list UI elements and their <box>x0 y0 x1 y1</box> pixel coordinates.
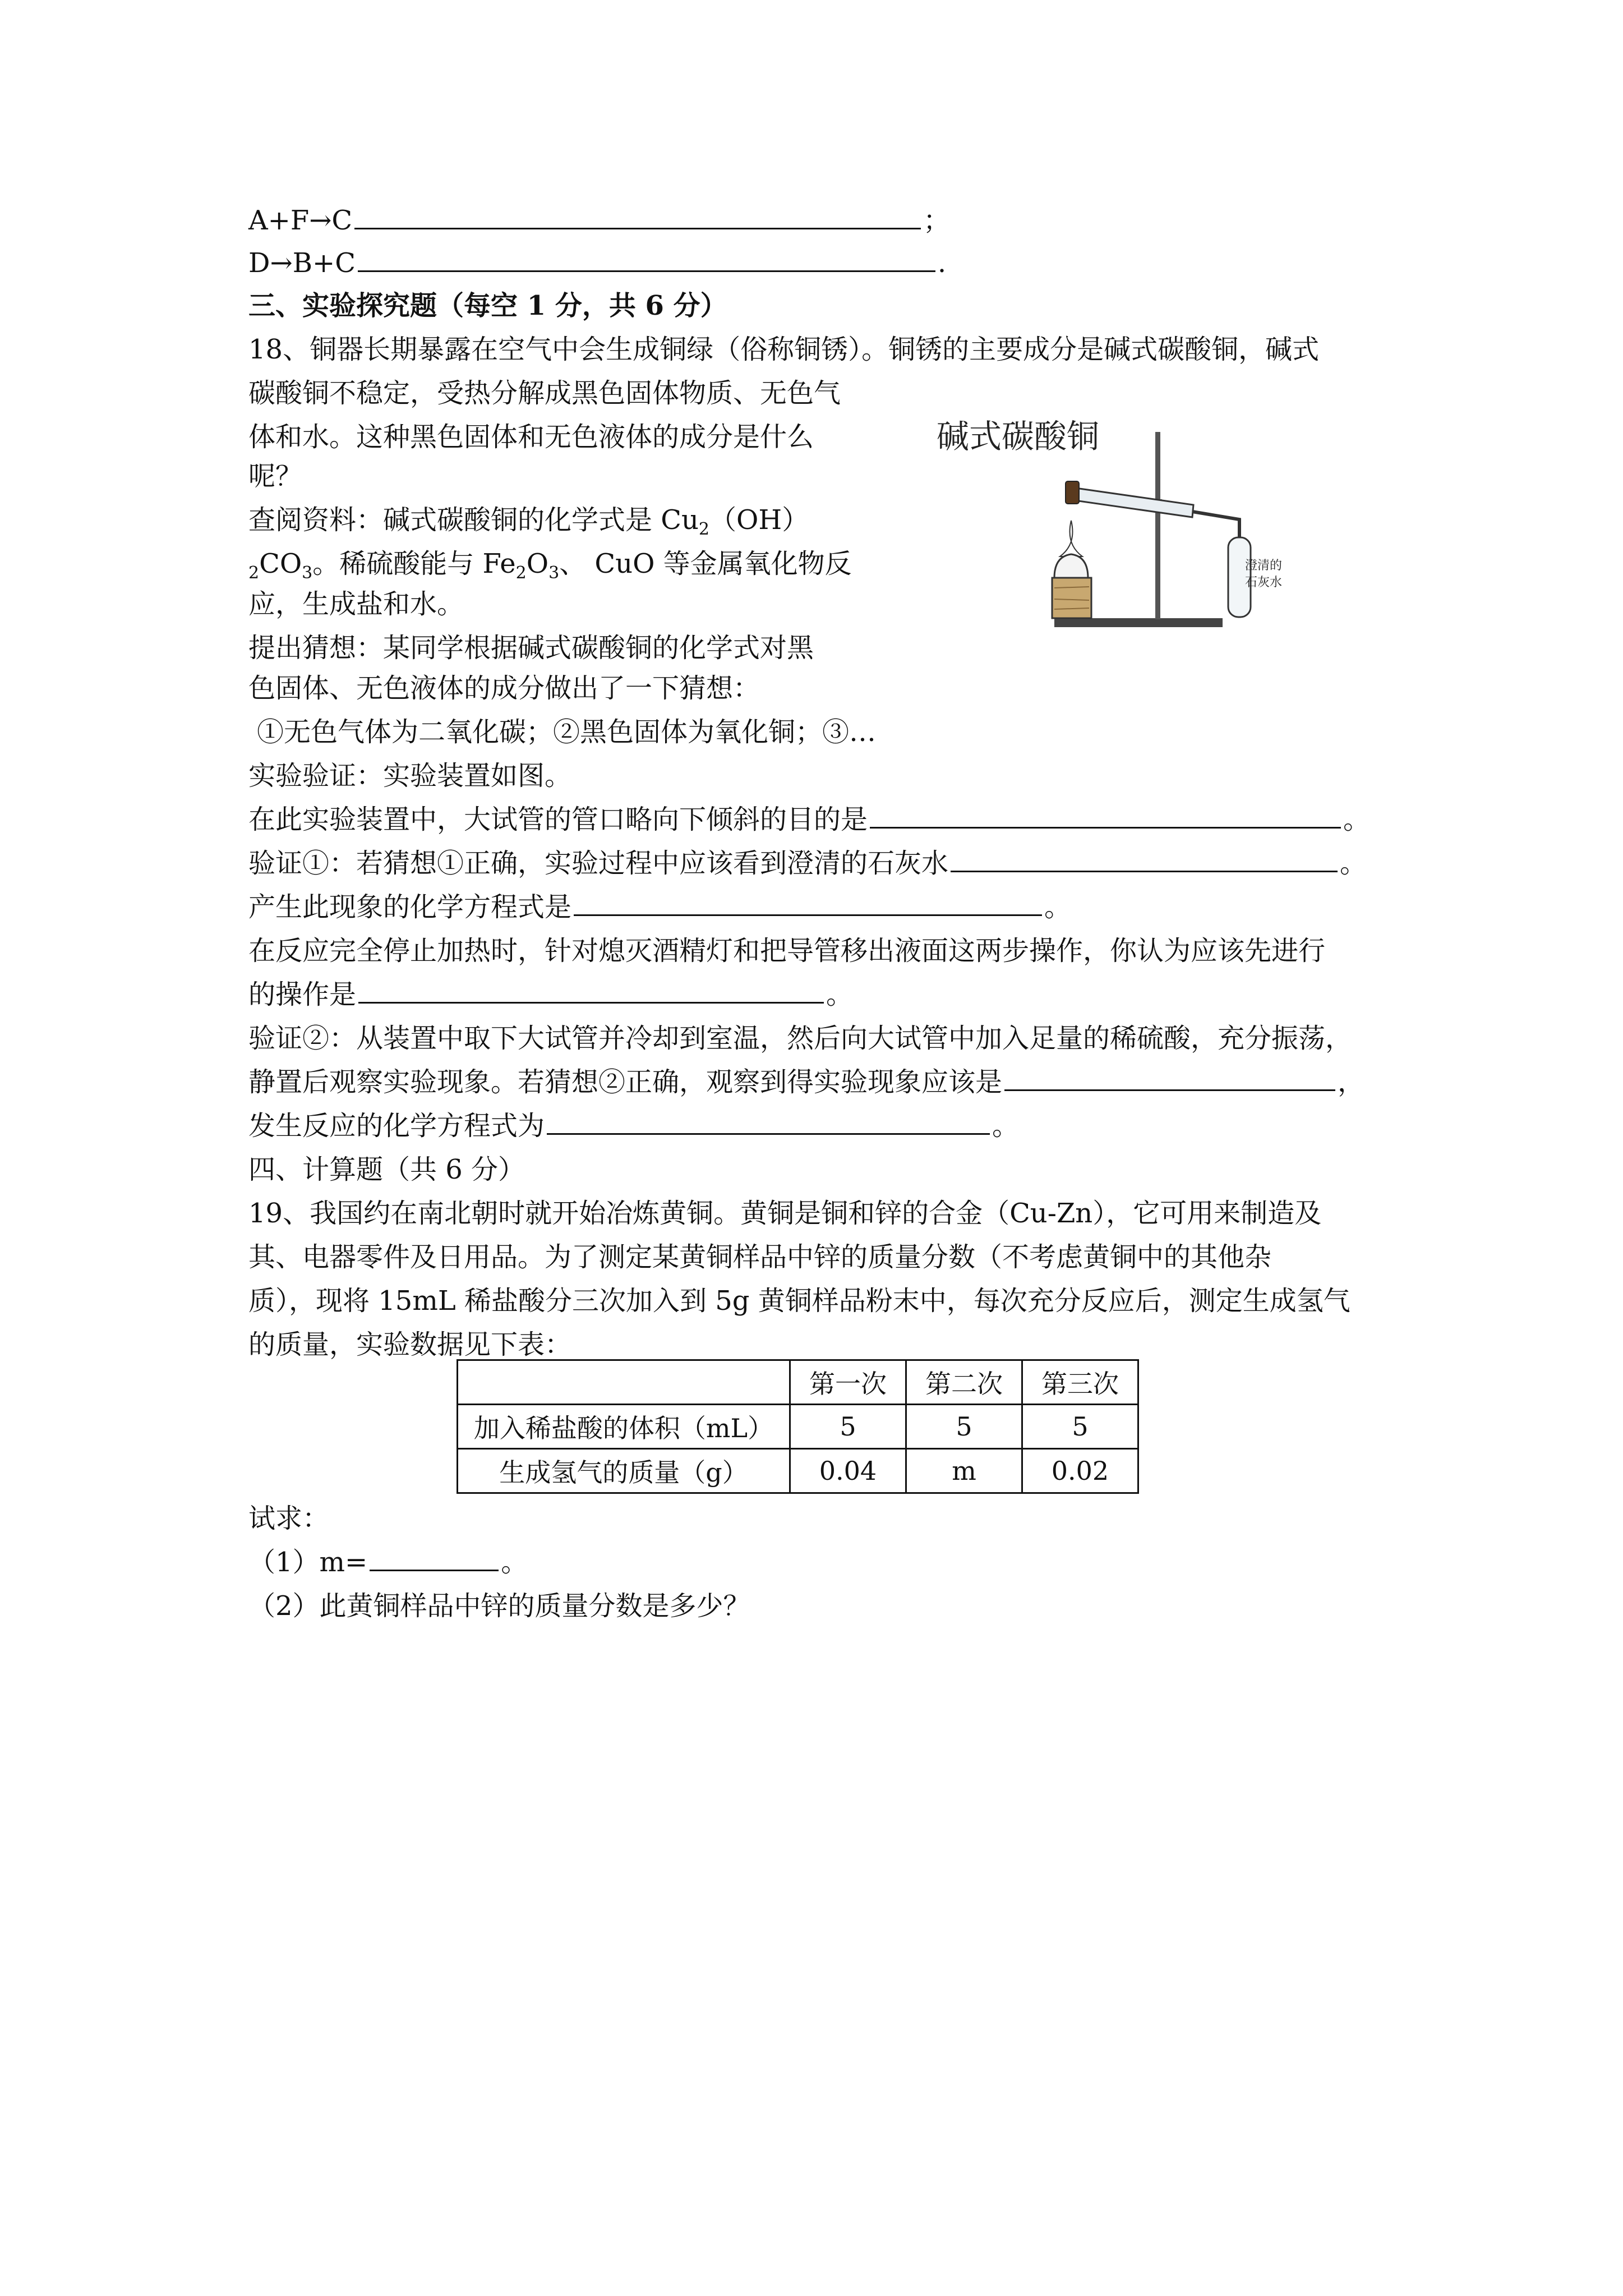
verify-2-equation: 发生反应的化学方程式为 。 <box>248 1108 1019 1143</box>
ask-heading: 试求： <box>248 1503 330 1534</box>
table-cell: 0.02 <box>1022 1449 1138 1493</box>
answer-blank[interactable] <box>370 1545 499 1571</box>
data-table <box>457 1359 1139 1494</box>
section-4-heading: 四、计算题（共 6 分） <box>248 1154 525 1185</box>
table-cell: 生成氢气的质量（g） <box>458 1449 790 1493</box>
answer-blank[interactable] <box>1004 1065 1335 1091</box>
q19-text: 19、我国约在南北朝时就开始冶炼黄铜。黄铜是铜和锌的合金（Cu-Zn），它可用来制造及 <box>248 1198 1322 1229</box>
table-cell: 0.04 <box>790 1449 906 1493</box>
answer-blank[interactable] <box>870 802 1341 829</box>
answer-blank[interactable] <box>358 977 824 1004</box>
test-tube <box>1066 481 1193 517</box>
reference-line-1: 查阅资料：碱式碳酸铜的化学式是 $Cu_2(OH)$ <box>248 504 809 539</box>
figure-title: 碱式碳酸铜 <box>937 417 1100 455</box>
table-cell: 加入稀盐酸的体积（mL） <box>458 1405 790 1449</box>
q18-text: 体和水。这种黑色固体和无色液体的成分是什么 <box>248 421 814 453</box>
table-row <box>458 1405 1138 1449</box>
verify-2-text: 验证②：从装置中取下大试管并冷却到室温，然后向大试管中加入足量的稀硫酸，充分振荡， <box>248 1023 1353 1054</box>
tilt-question: 在此实验装置中，大试管的管口略向下倾斜的目的是 。 <box>248 802 1370 837</box>
section-3-heading: 三、实验探究题（每空 1 分，共 6 分） <box>248 290 727 321</box>
q18-text: 呢？ <box>248 461 303 492</box>
q19-text: 其、电器零件及日用品。为了测定某黄铜样品中锌的质量分数（不考虑黄铜中的其他杂 <box>248 1241 1272 1273</box>
limewater-label: 石灰水 <box>1245 576 1283 590</box>
equation-label: D→B+C <box>248 247 356 279</box>
hypothesis-line: 色固体、无色液体的成分做出了一下猜想： <box>248 673 760 704</box>
verify-1-question: 验证①：若猜想①正确，实验过程中应该看到澄清的石灰水 。 <box>248 846 1367 881</box>
verify-line: 实验验证：实验装置如图。 <box>248 760 572 792</box>
operation-question: 的操作是 。 <box>248 977 853 1012</box>
verify-1-equation: 产生此现象的化学方程式是 。 <box>248 890 1071 924</box>
equation-line-2: D→B+C . <box>248 246 946 280</box>
table-cell: 5 <box>1022 1405 1138 1449</box>
answer-blank[interactable] <box>951 846 1338 872</box>
table-header-cell: 第二次 <box>906 1360 1022 1405</box>
answer-blank[interactable] <box>358 246 935 272</box>
q19-text: 质），现将 15mL 稀盐酸分三次加入到 5g 黄铜样品粉末中，每次充分反应后，测定生成氢气 <box>248 1285 1350 1317</box>
table-cell: 5 <box>790 1405 906 1449</box>
table-header-row <box>458 1360 1138 1405</box>
table-header-cell: 第三次 <box>1022 1360 1138 1405</box>
table-header-cell: 第一次 <box>790 1360 906 1405</box>
q18-text: 碳酸铜不稳定，受热分解成黑色固体物质、无色气 <box>248 378 841 409</box>
hypothesis-line: 提出猜想：某同学根据碱式碳酸铜的化学式对黑 <box>248 632 814 664</box>
ask-1: （1）m= 。 <box>248 1545 528 1580</box>
equation-label: A+F→C <box>248 205 353 236</box>
hypothesis-line: ①无色气体为二氧化碳；②黑色固体为氧化铜；③… <box>257 716 877 748</box>
table-row <box>458 1449 1138 1493</box>
ask-2: （2）此黄铜样品中锌的质量分数是多少？ <box>248 1590 750 1622</box>
answer-blank[interactable] <box>354 203 921 229</box>
answer-blank[interactable] <box>574 890 1042 916</box>
equation-line-1: A+F→C ； <box>248 203 950 238</box>
limewater-label: 澄清的 <box>1245 559 1283 573</box>
reference-line-2: $_2CO_3$。稀硫酸能与 $Fe_2O_3$、 CuO 等金属氧化物反 <box>248 548 852 583</box>
table-cell: m <box>906 1449 1022 1493</box>
verify-2-text: 静置后观察实验现象。若猜想②正确，观察到得实验现象应该是 ， <box>248 1065 1364 1099</box>
stand-pole <box>1155 432 1160 619</box>
wooden-block <box>1052 578 1091 618</box>
q18-intro: 18、铜器长期暴露在空气中会生成铜绿（俗称铜锈）。铜锈的主要成分是碱式碳酸铜，碱式 <box>248 334 1320 365</box>
apparatus-figure <box>925 409 1295 645</box>
reference-line-3: 应，生成盐和水。 <box>248 588 464 620</box>
operation-question: 在反应完全停止加热时，针对熄灭酒精灯和把导管移出液面这两步操作，你认为应该先进行 <box>248 935 1326 967</box>
q19-text: 的质量，实验数据见下表： <box>248 1329 572 1360</box>
stand-base <box>1054 618 1223 627</box>
table-cell: 5 <box>906 1405 1022 1449</box>
alcohol-lamp <box>1054 521 1088 578</box>
answer-blank[interactable] <box>547 1108 990 1135</box>
